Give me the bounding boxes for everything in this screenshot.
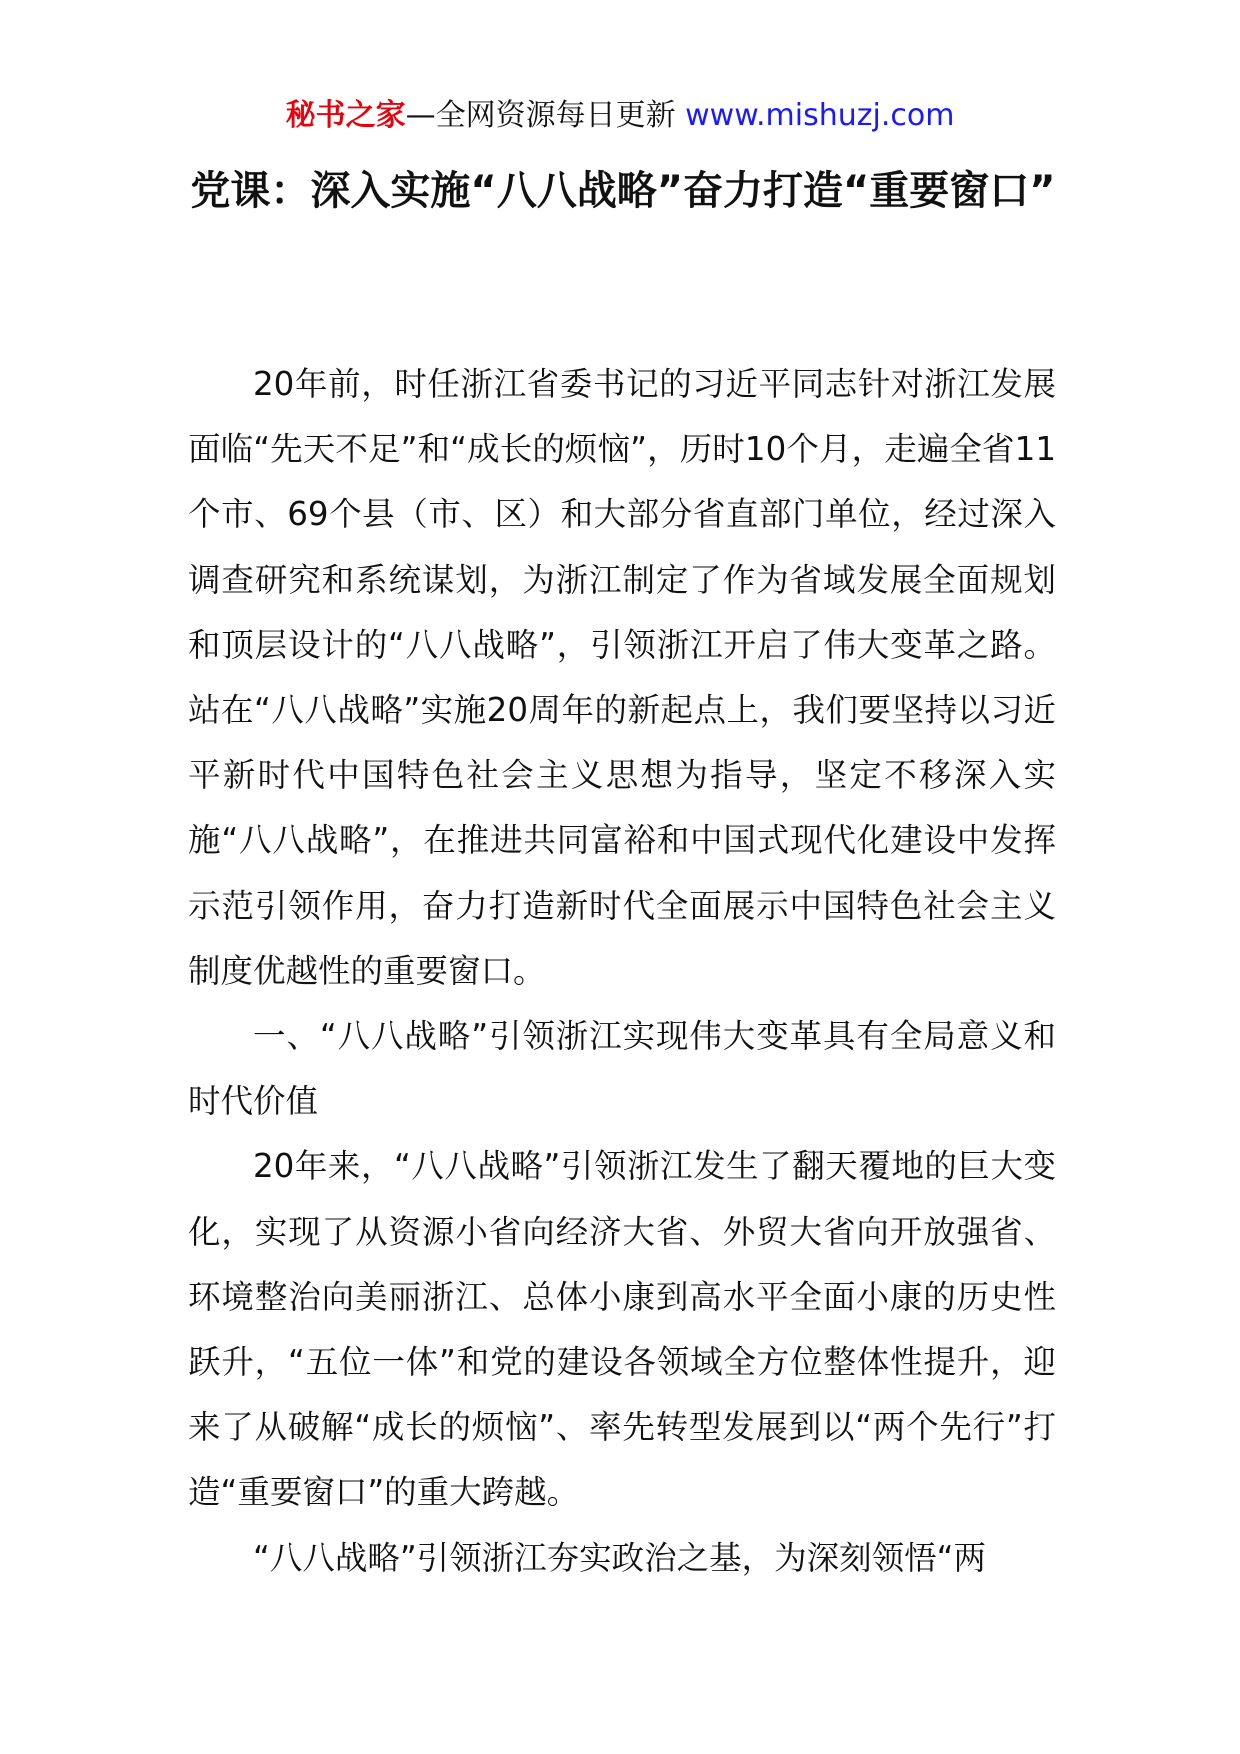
- site-tagline: —全网资源每日更新: [405, 98, 676, 133]
- paragraph-intro: 20年前，时任浙江省委书记的习近平同志针对浙江发展面临“先天不足”和“成长的烦恼”，历时10个月，走遍全省11个市、69个县（市、区）和大部分省直部门单位，经过深入调查研究和系统谋划，为浙江制定了作为省域发展全面规划和顶层设计的“八八战略”，引领浙江开启了伟大变革之路。站在“八八战略”实施20周年的新起点上，我们要坚持以习近平新时代中国特色社会主义思想为指导，坚定不移深入实施“八八战略”，在推进共同富裕和中国式现代化建设中发挥示范引领作用，奋力打造新时代全面展示中国特色社会主义制度优越性的重要窗口。: [188, 365, 1056, 990]
- site-url-link[interactable]: www.mishuzj.com: [685, 98, 955, 133]
- paragraph-section-1-continued: “八八战略”引领浙江夯实政治之基，为深刻领悟“两: [253, 1538, 987, 1577]
- site-brand: 秘书之家: [285, 98, 406, 133]
- document-title: 党课：深入实施“八八战略”奋力打造“重要窗口”: [190, 168, 1056, 214]
- site-header: [0, 96, 1240, 136]
- paragraph-section-1: 20年来，“八八战略”引领浙江发生了翻天覆地的巨大变化，实现了从资源小省向经济大省、外贸大省向开放强省、环境整治向美丽浙江、总体小康到高水平全面小康的历史性跃升，“五位一体”和党的建设各领域全方位整体性提升，迎来了从破解“成长的烦恼”、率先转型发展到以“两个先行”打造“重要窗口”的重大跨越。: [188, 1147, 1056, 1512]
- document-body: [188, 352, 1056, 1591]
- section-heading-1: 一、“八八战略”引领浙江实现伟大变革具有全局意义和时代价值: [188, 1017, 1056, 1121]
